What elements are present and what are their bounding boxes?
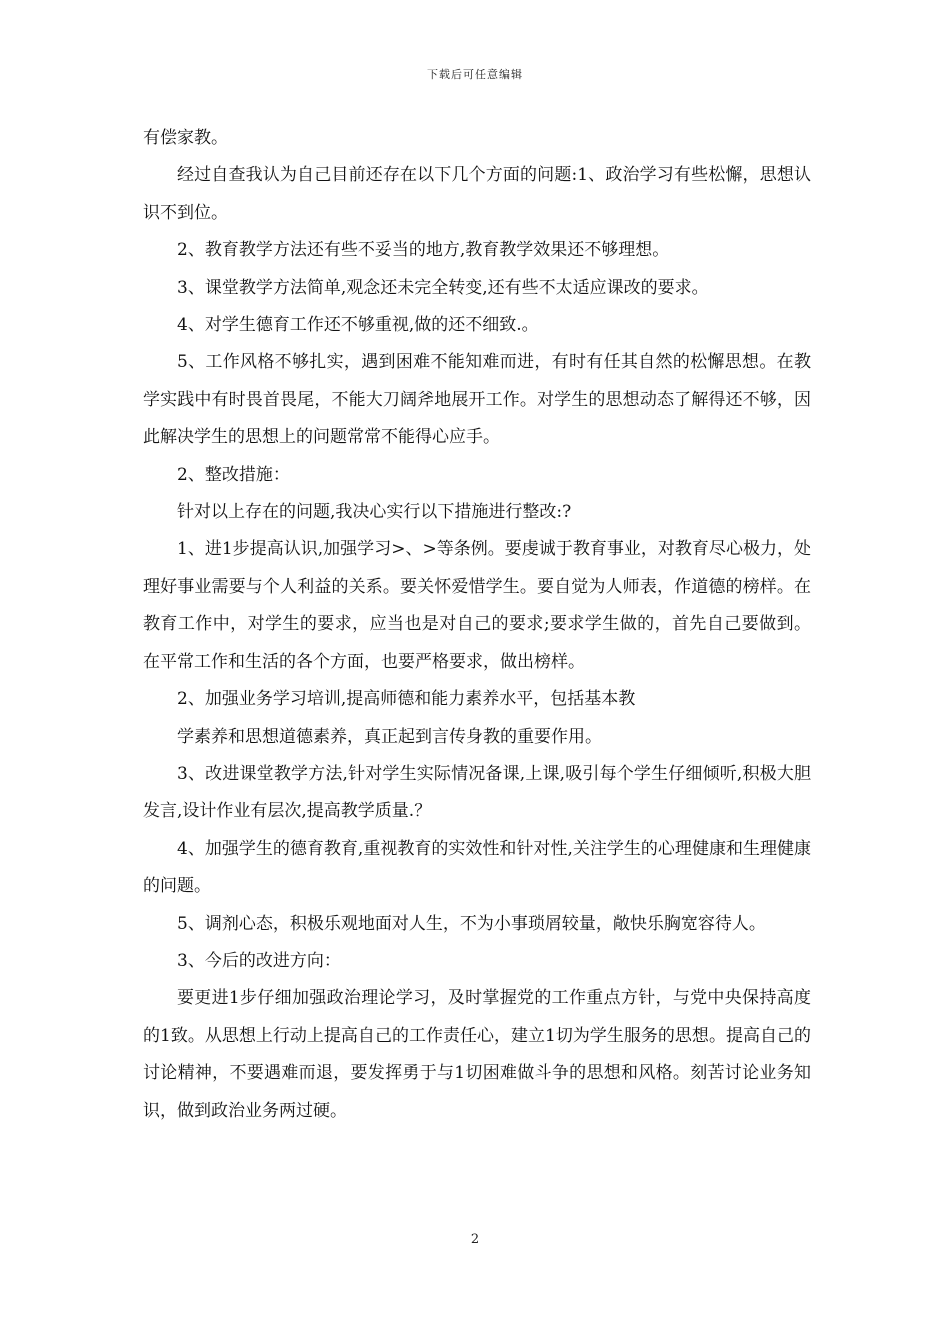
paragraph: 2、加强业务学习培训,提高师德和能力素养水平，包括基本教	[177, 689, 636, 710]
paragraph: 学素养和思想道德素养，真正起到言传身教的重要作用。	[177, 726, 602, 747]
paragraph: 1、进1步提高认识,加强学习>、>等条例。要虔诚于教育事业，对教育尽心极力，处理好事业需要与个人利益的关系。要关怀爱惜学生。要自觉为人师表，作道德的榜样。在教育工作中，对学生的要求，应当也是对自己的要求;要求学生做的，首先自己要做到。在平常工作和生活的各个方面，也要严格要求，做出榜样。	[143, 539, 811, 672]
paragraph: 3、课堂教学方法简单,观念还未完全转变,还有些不太适应课改的要求。	[177, 277, 709, 298]
paragraph: 2、教育教学方法还有些不妥当的地方,教育教学效果还不够理想。	[177, 240, 670, 261]
paragraph: 有偿家教。	[143, 128, 228, 148]
paragraph: 5、调剂心态，积极乐观地面对人生，不为小事琐屑较量，敞快乐胸宽容待人。	[177, 913, 766, 934]
paragraph: 针对以上存在的问题,我决心实行以下措施进行整改:?	[177, 502, 572, 523]
paragraph: 经过自查我认为自己目前还存在以下几个方面的问题:1、政治学习有些松懈，思想认识不到位。	[143, 165, 811, 223]
page-header-note: 下载后可任意编辑	[427, 68, 523, 81]
section-heading: 3、今后的改进方向：	[177, 950, 341, 971]
paragraph: 3、改进课堂教学方法,针对学生实际情况备课,上课,吸引每个学生仔细倾听,积极大胆发言,设计作业有层次,提高教学质量.？	[143, 763, 811, 822]
paragraph: 要更进1步仔细加强政治理论学习，及时掌握党的工作重点方针，与党中央保持高度的1致。从思想上行动上提高自己的工作责任心，建立1切为学生服务的思想。提高自己的讨论精神，不要遇难而退，要发挥勇于与1切困难做斗争的思想和风格。刻苦讨论业务知识，做到政治业务两过硬。	[143, 988, 811, 1121]
paragraph: 4、对学生德育工作还不够重视,做的还不细致.。	[177, 315, 539, 336]
page-number: 2	[470, 1232, 480, 1247]
paragraph: 4、加强学生的德育教育,重视教育的实效性和针对性,关注学生的心理健康和生理健康的问题。	[143, 838, 811, 897]
document-body	[143, 120, 811, 1130]
section-heading: 2、整改措施：	[177, 464, 290, 485]
paragraph: 5、工作风格不够扎实，遇到困难不能知难而进，有时有任其自然的松懈思想。在教学实践中有时畏首畏尾，不能大刀阔斧地展开工作。对学生的思想动态了解得还不够，因此解决学生的思想上的问题常常不能得心应手。	[143, 352, 811, 448]
